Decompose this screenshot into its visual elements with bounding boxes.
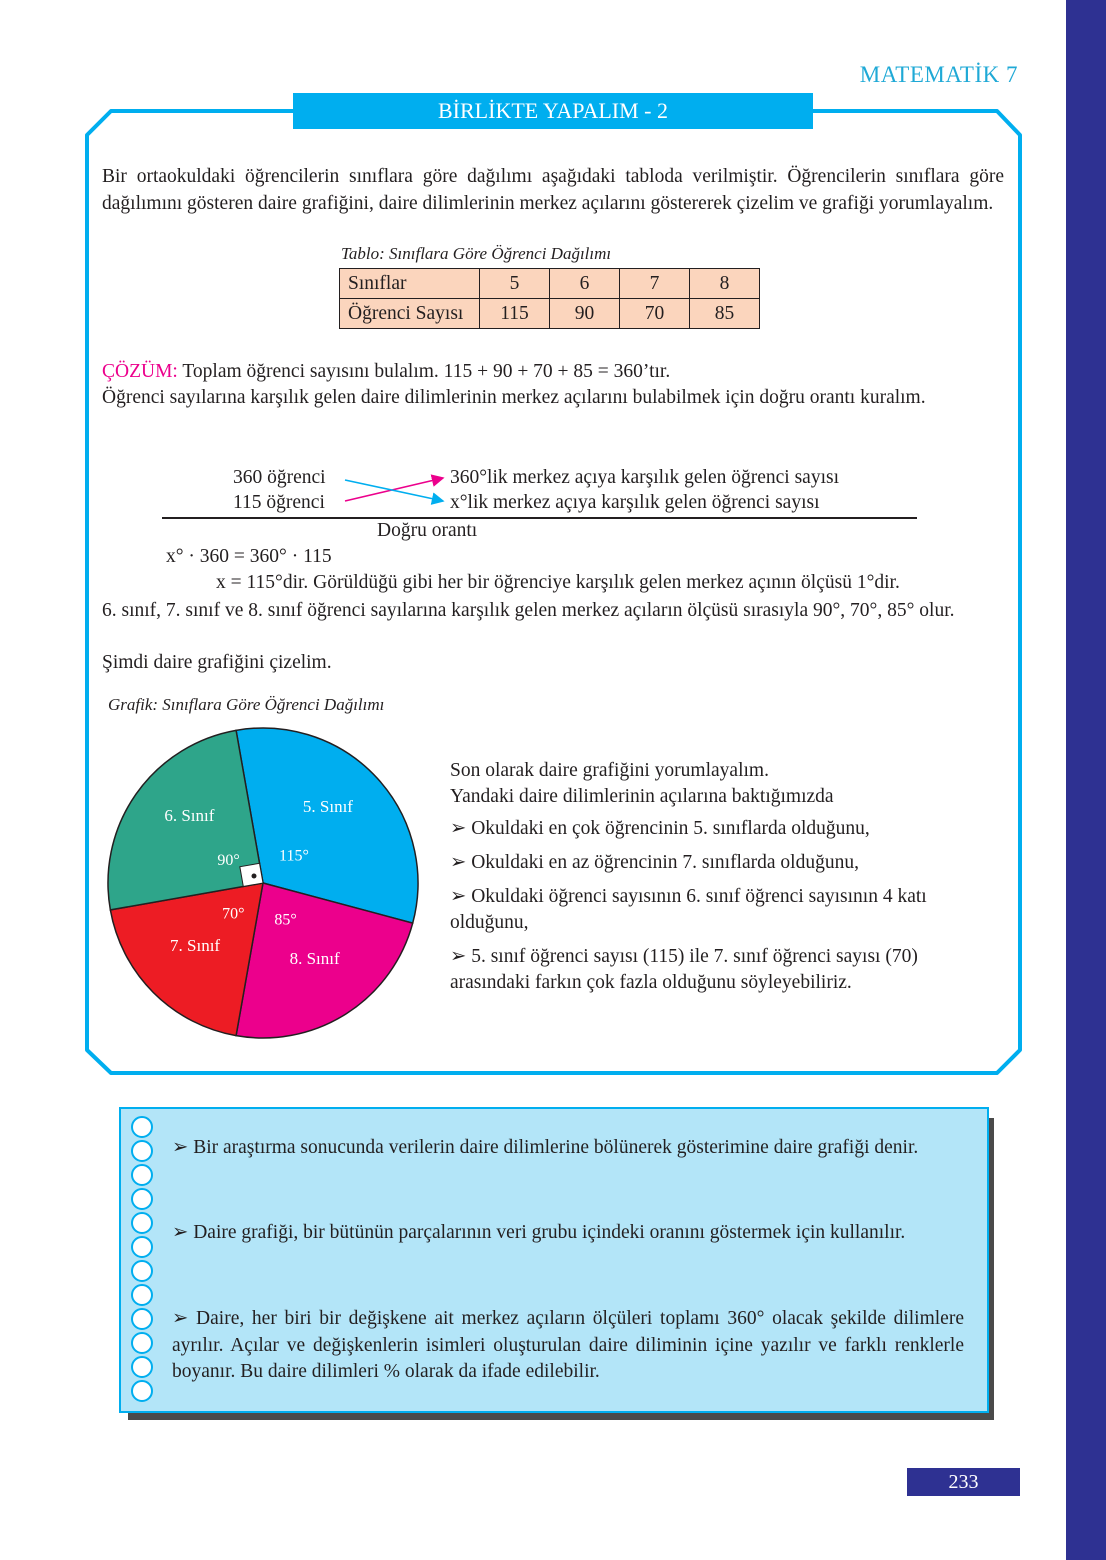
class-6-cell: 6: [550, 269, 620, 299]
class-8-cell: 8: [690, 269, 760, 299]
comment-bullet-4: ➢ 5. sınıf öğrenci sayısı (115) ile 7. sınıf öğrenci sayısı (70) arasındaki farkın çok fazla olduğunu söyleyebiliriz.: [450, 946, 918, 993]
solution-total-text: Toplam öğrenci sayısını bulalım. 115 + 90 + 70 + 85 = 360’tır.: [177, 361, 671, 382]
right-angle-marker: [240, 863, 263, 886]
class-5-cell: 5: [480, 269, 550, 299]
ring-icon: [131, 1116, 153, 1138]
slice-label-2: 8. Sınıf: [289, 949, 340, 969]
ring-icon: [131, 1332, 153, 1354]
ring-icon: [131, 1164, 153, 1186]
subject-title: MATEMATİK 7: [859, 62, 1018, 87]
row-label-counts: Öğrenci Sayısı: [340, 299, 480, 329]
ratio-arrows: [0, 0, 1066, 560]
page-number: 233: [907, 1468, 1020, 1496]
info-item-2: ➢ Daire grafiği, bir bütünün parçalarının veri grubu içindeki oranını göstermek için kullanılır.: [172, 1222, 906, 1243]
angle-label-1: 115°: [279, 847, 309, 865]
table-caption: Tablo: Sınıflara Göre Öğrenci Dağılımı: [341, 244, 612, 263]
angle-label-4: 90°: [217, 851, 240, 869]
ratio-right-2: x°lik merkez açıya karşılık gelen öğrenci sayısı: [450, 492, 820, 513]
pie-chart: [100, 720, 430, 1045]
ring-icon: [131, 1140, 153, 1162]
equation-1: x° · 360 = 360° · 115: [166, 546, 332, 567]
ratio-divider: [162, 517, 917, 519]
ring-icon: [131, 1380, 153, 1402]
slice-label-1: 5. Sınıf: [302, 797, 353, 817]
equation-2: x = 115°dir. Görüldüğü gibi her bir öğrenciye karşılık gelen merkez açının ölçüsü 1°dir.: [216, 572, 900, 593]
intro-paragraph: Bir ortaokuldaki öğrencilerin sınıflara göre dağılımı aşağıdaki tabloda verilmiştir. Öğrencilerin sınıflara göre dağılımını gösteren daire grafiğini, daire dilimlerinin merkez açılarını göstererek çizelim ve grafiği yorumlayalım.: [102, 166, 1004, 214]
ring-icon: [131, 1212, 153, 1234]
count-7-cell: 70: [620, 299, 690, 329]
activity-title: BİRLİKTE YAPALIM - 2: [293, 93, 813, 129]
count-5-cell: 115: [480, 299, 550, 329]
right-angle-dot: [252, 874, 257, 879]
ring-icon: [131, 1188, 153, 1210]
ring-icon: [131, 1284, 153, 1306]
row-label-classes: Sınıflar: [340, 269, 480, 299]
comment-bullet-3: ➢ Okuldaki öğrenci sayısının 6. sınıf öğrenci sayısının 4 katı olduğunu,: [450, 886, 927, 933]
solution-label: ÇÖZÜM:: [102, 361, 178, 382]
chart-caption: Grafik: Sınıflara Göre Öğrenci Dağılımı: [108, 695, 385, 714]
side-color-bar: [1066, 0, 1106, 1560]
solution-line2: Öğrenci sayılarına karşılık gelen daire dilimlerinin merkez açılarını bulabilmek için doğru orantı kuralım.: [102, 387, 926, 408]
solution-line3: 6. sınıf, 7. sınıf ve 8. sınıf öğrenci sayılarına karşılık gelen merkez açıların ölçüsü sırasıyla 90°, 70°, 85° olur.: [102, 600, 955, 621]
comment-bullet-1: ➢ Okuldaki en çok öğrencinin 5. sınıflarda olduğunu,: [450, 818, 870, 839]
angle-label-3: 70°: [222, 905, 245, 923]
count-8-cell: 85: [690, 299, 760, 329]
ring-icon: [131, 1308, 153, 1330]
comment-line1: Son olarak daire grafiğini yorumlayalım.: [450, 760, 769, 781]
ring-icon: [131, 1356, 153, 1378]
ratio-label: Doğru orantı: [377, 520, 478, 541]
comment-bullet-2: ➢ Okuldaki en az öğrencinin 7. sınıflarda olduğunu,: [450, 852, 859, 873]
comment-line2: Yandaki daire dilimlerinin açılarına baktığımızda: [450, 786, 834, 807]
slice-label-4: 6. Sınıf: [164, 806, 215, 826]
angle-label-2: 85°: [274, 911, 297, 929]
ratio-right-1: 360°lik merkez açıya karşılık gelen öğrenci sayısı: [450, 467, 840, 488]
ratio-left-2: 115 öğrenci: [233, 492, 325, 513]
class-7-cell: 7: [620, 269, 690, 299]
info-item-3: ➢ Daire, her biri bir değişkene ait merkez açıların ölçüleri toplamı 360° olacak şekilde dilimlere ayrılır. Açılar ve değişkenlerin isimleri oluşturulan daire diliminin içine yazılır ve farklı renklerle boyanır. Bu daire dilimleri % olarak da ifade edilebilir.: [172, 1308, 964, 1382]
ring-icon: [131, 1260, 153, 1282]
ratio-left-1: 360 öğrenci: [233, 467, 326, 488]
info-item-1: ➢ Bir araştırma sonucunda verilerin daire dilimlerine bölünerek gösterimine daire grafiği denir.: [172, 1137, 919, 1158]
count-6-cell: 90: [550, 299, 620, 329]
solution-line4: Şimdi daire grafiğini çizelim.: [102, 652, 332, 673]
slice-label-3: 7. Sınıf: [170, 935, 221, 955]
ring-icon: [131, 1236, 153, 1258]
